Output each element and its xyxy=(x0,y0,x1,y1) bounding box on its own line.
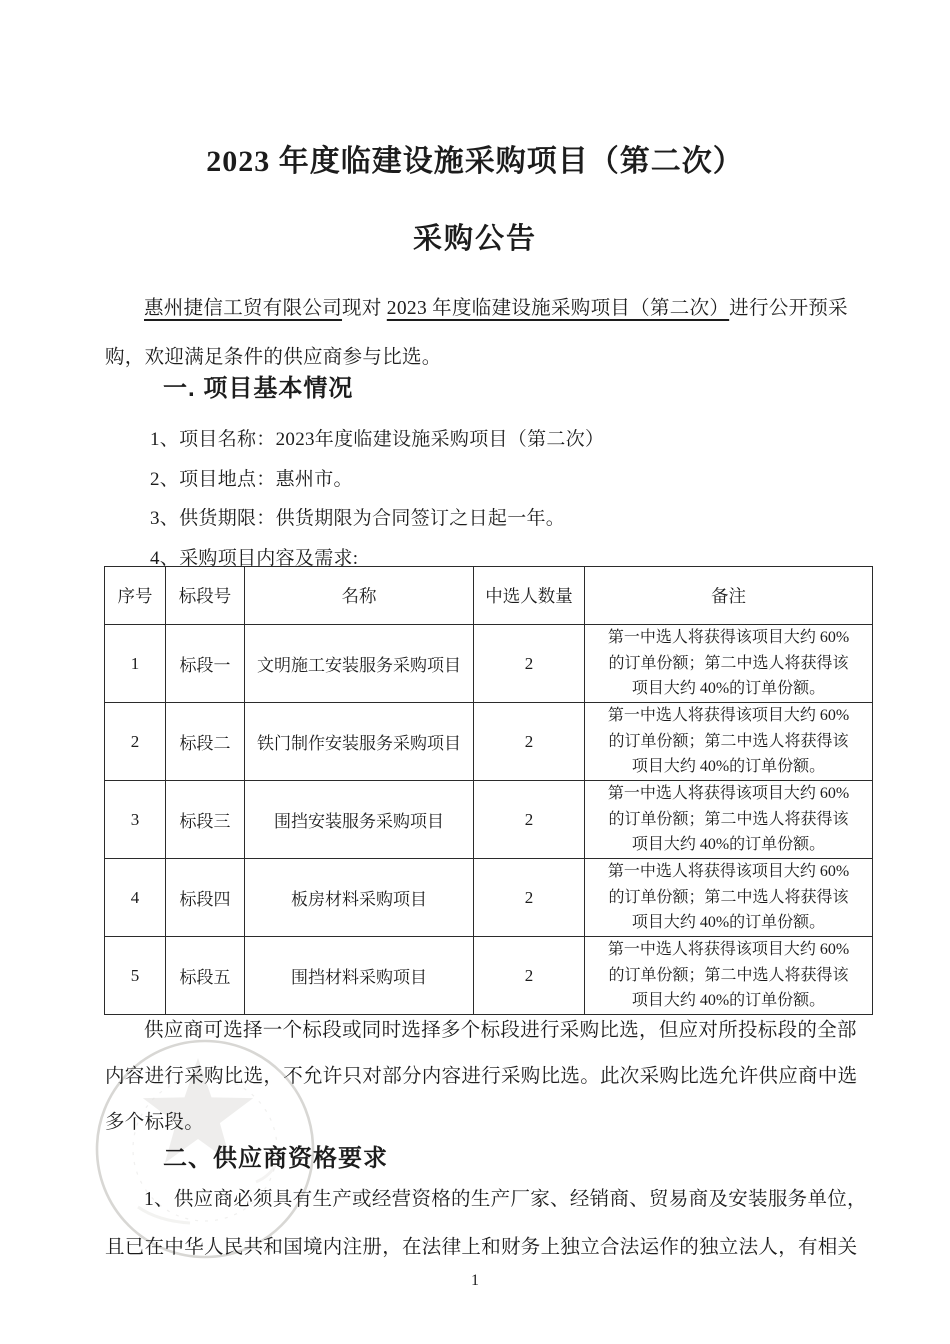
intro-line-1 xyxy=(105,284,865,333)
cell-serial-no: 1 xyxy=(105,625,166,703)
cell-serial-no: 5 xyxy=(105,937,166,1015)
table-row xyxy=(105,859,873,937)
header-lot-no: 标段号 xyxy=(166,567,245,625)
project-info-list xyxy=(150,420,604,578)
note-line-3: 多个标段。 xyxy=(105,1112,205,1133)
section1-heading: 一. 项目基本情况 xyxy=(163,375,354,402)
cell-remark: 第一中选人将获得该项目大约 60% 的订单份额；第二中选人将获得该 项目大约 40%的订单份额。 xyxy=(585,625,873,703)
company-name-underlined: 惠州捷信工贸有限公司 xyxy=(144,298,343,319)
project-name-underlined: 2023 年度临建设施采购项目（第二次） xyxy=(386,298,730,319)
qualification-line-1: 1、供应商必须具有生产或经营资格的生产厂家、经销商、贸易商及安装服务单位， xyxy=(144,1189,867,1210)
table-row xyxy=(105,625,873,703)
list-item-project-name: 1、项目名称：2023年度临建设施采购项目（第二次） xyxy=(150,429,605,450)
cell-remark: 第一中选人将获得该项目大约 60% 的订单份额；第二中选人将获得该 项目大约 40%的订单份额。 xyxy=(585,781,873,859)
cell-name: 文明施工安装服务采购项目 xyxy=(245,625,474,703)
supplier-qualification-paragraph xyxy=(105,1176,865,1272)
lots-table xyxy=(104,566,873,1015)
section2-heading: 二、供应商资格要求 xyxy=(163,1145,388,1172)
cell-serial-no: 3 xyxy=(105,781,166,859)
cell-winner-count: 2 xyxy=(474,625,585,703)
cell-remark: 第一中选人将获得该项目大约 60% 的订单份额；第二中选人将获得该 项目大约 40%的订单份额。 xyxy=(585,703,873,781)
cell-name: 围挡安装服务采购项目 xyxy=(245,781,474,859)
intro-line-2: 购，欢迎满足条件的供应商参与比选。 xyxy=(105,347,442,368)
note-line-2: 内容进行采购比选，不允许只对部分内容进行采购比选。此次采购比选允许供应商中选 xyxy=(105,1066,858,1087)
list-item-project-location: 2、项目地点：惠州市。 xyxy=(150,468,353,490)
cell-winner-count: 2 xyxy=(474,937,585,1015)
cell-name: 板房材料采购项目 xyxy=(245,859,474,937)
cell-serial-no: 4 xyxy=(105,859,166,937)
note-line-1: 供应商可选择一个标段或同时选择多个标段进行采购比选，但应对所投标段的全部 xyxy=(144,1020,857,1041)
cell-lot-no: 标段三 xyxy=(166,781,245,859)
header-remark: 备注 xyxy=(585,567,873,625)
cell-lot-no: 标段五 xyxy=(166,937,245,1015)
header-name: 名称 xyxy=(245,567,474,625)
cell-winner-count: 2 xyxy=(474,781,585,859)
cell-lot-no: 标段二 xyxy=(166,703,245,781)
table-row xyxy=(105,703,873,781)
document-subtitle: 采购公告 xyxy=(412,223,537,255)
list-item-procurement-content: 4、采购项目内容及需求: xyxy=(150,547,359,569)
lot-selection-note xyxy=(105,1008,865,1146)
document-title: 2023 年度临建设施采购项目（第二次） xyxy=(206,145,744,178)
cell-name: 围挡材料采购项目 xyxy=(245,937,474,1015)
cell-winner-count: 2 xyxy=(474,859,585,937)
table-row xyxy=(105,937,873,1015)
table-row xyxy=(105,781,873,859)
cell-serial-no: 2 xyxy=(105,703,166,781)
table-header-row xyxy=(105,567,873,625)
intro-mid-text: 现对 xyxy=(342,298,387,319)
cell-remark: 第一中选人将获得该项目大约 60% 的订单份额；第二中选人将获得该 项目大约 40%的订单份额。 xyxy=(585,859,873,937)
list-item-supply-period: 3、供货期限：供货期限为合同签订之日起一年。 xyxy=(150,508,566,529)
intro-tail-text: 进行公开预采 xyxy=(729,298,848,319)
header-winner-count: 中选人数量 xyxy=(474,567,585,625)
header-serial-no: 序号 xyxy=(105,567,166,625)
cell-name: 铁门制作安装服务采购项目 xyxy=(245,703,474,781)
page-number: 1 xyxy=(471,1272,479,1289)
cell-winner-count: 2 xyxy=(474,703,585,781)
cell-lot-no: 标段四 xyxy=(166,859,245,937)
qualification-line-2: 且已在中华人民共和国境内注册，在法律上和财务上独立合法运作的独立法人，有相关 xyxy=(105,1237,858,1258)
cell-lot-no: 标段一 xyxy=(166,625,245,703)
cell-remark: 第一中选人将获得该项目大约 60% 的订单份额；第二中选人将获得该 项目大约 40%的订单份额。 xyxy=(585,937,873,1015)
